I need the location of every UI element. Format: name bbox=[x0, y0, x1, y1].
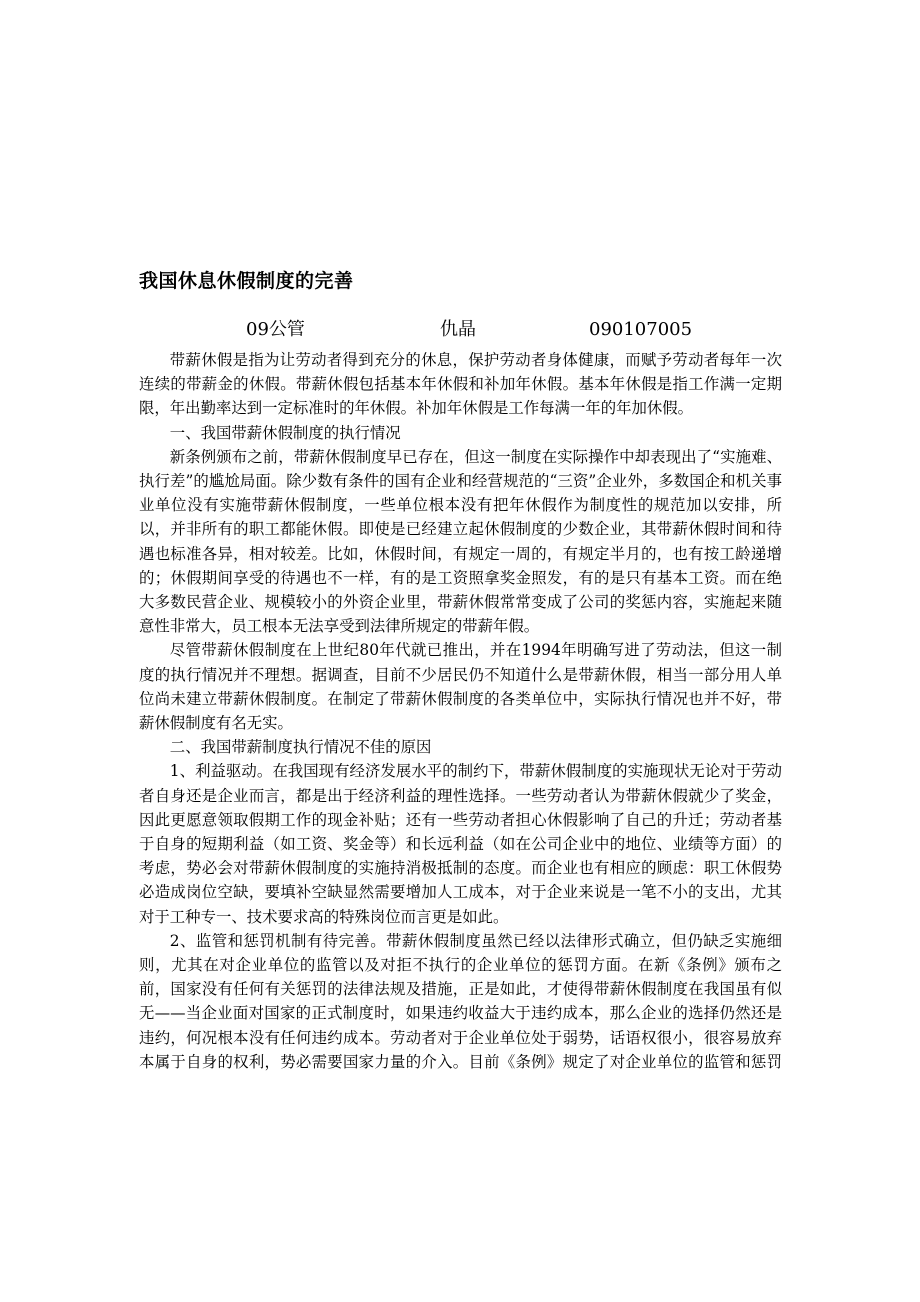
author-byline bbox=[0, 316, 920, 344]
author-student-id: 090107005 bbox=[589, 319, 693, 340]
author-class: 09公管 bbox=[246, 319, 305, 340]
paragraph-reason-supervision: 2、监管和惩罚机制有待完善。带薪休假制度虽然已经以法律形式确立，但仍缺乏实施细则，尤其在对企业单位的监管以及对拒不执行的企业单位的惩罚方面。在新《条例》颁布之前，国家没有任何有关惩罚的法律法规及措施，正是如此，才使得带薪休假制度在我国虽有似无——当企业面对国家的正式制度时，如果违约收益大于违约成本，那么企业的选择仍然还是违约，何况根本没有任何违约成本。劳动者对于企业单位处于弱势，话语权很小，很容易放弃本属于自身的权利，势必需要国家力量的介入。目前《条例》规定了对企业单位的监管和惩罚 bbox=[139, 931, 782, 1071]
paragraph-paid-leave-definition: 带薪休假是指为让劳动者得到充分的休息，保护劳动者身体健康，而赋予劳动者每年一次连续的带薪金的休假。带薪休假包括基本年休假和补加年休假。基本年休假是指工作满一定期限，年出勤率达到一定标准时的年休假。补加年休假是工作每满一年的年加休假。 bbox=[139, 351, 782, 418]
author-name: 仇晶 bbox=[440, 319, 476, 340]
document-title: 我国休息休假制度的完善 bbox=[139, 270, 354, 292]
paragraph-implementation-status: 尽管带薪休假制度在上世纪80年代就已推出，并在1994年明确写进了劳动法，但这一制度的执行情况并不理想。据调查，目前不少居民仍不知道什么是带薪休假，相当一部分用人单位尚未建立带薪休假制度。在制定了带薪休假制度的各类单位中，实际执行情况也并不好，带薪休假制度有名无实。 bbox=[139, 641, 782, 733]
section-heading-2: 二、我国带薪制度执行情况不佳的原因 bbox=[169, 738, 432, 757]
document-body bbox=[139, 348, 782, 1074]
paragraph-reason-interest: 1、利益驱动。在我国现有经济发展水平的制约下，带薪休假制度的实施现状无论对于劳动者自身还是企业而言，都是出于经济利益的理性选择。一些劳动者认为带薪休假就少了奖金，因此更愿意领取假期工作的现金补贴；还有一些劳动者担心休假影响了自己的升迁；劳动者基于自身的短期利益（如工资、奖金等）和长远利益（如在公司企业中的地位、业绩等方面）的考虑，势必会对带薪休假制度的实施持消极抵制的态度。而企业也有相应的顾虑：职工休假势必造成岗位空缺，要填补空缺显然需要增加人工成本，对于企业来说是一笔不小的支出，尤其对于工种专一、技术要求高的特殊岗位而言更是如此。 bbox=[139, 762, 782, 926]
section-heading-1: 一、我国带薪休假制度的执行情况 bbox=[169, 423, 401, 442]
paragraph-implementation-before: 新条例颁布之前，带薪休假制度早已存在，但这一制度在实际操作中却表现出了“实施难、执行差”的尴尬局面。除少数有条件的国有企业和经营规范的“三资”企业外，多数国企和机关事业单位没有实施带薪休假制度，一些单位根本没有把年休假作为制度性的规范加以安排，所以，并非所有的职工都能休假。即使是已经建立起休假制度的少数企业，其带薪休假时间和待遇也标准各异，相对较差。比如，休假时间，有规定一周的，有规定半月的，也有按工龄递增的；休假期间享受的待遇也不一样，有的是工资照拿奖金照发，有的是只有基本工资。而在绝大多数民营企业、规模较小的外资企业里，带薪休假常常变成了公司的奖惩内容，实施起来随意性非常大，员工根本无法享受到法律所规定的带薪年假。 bbox=[139, 447, 782, 636]
